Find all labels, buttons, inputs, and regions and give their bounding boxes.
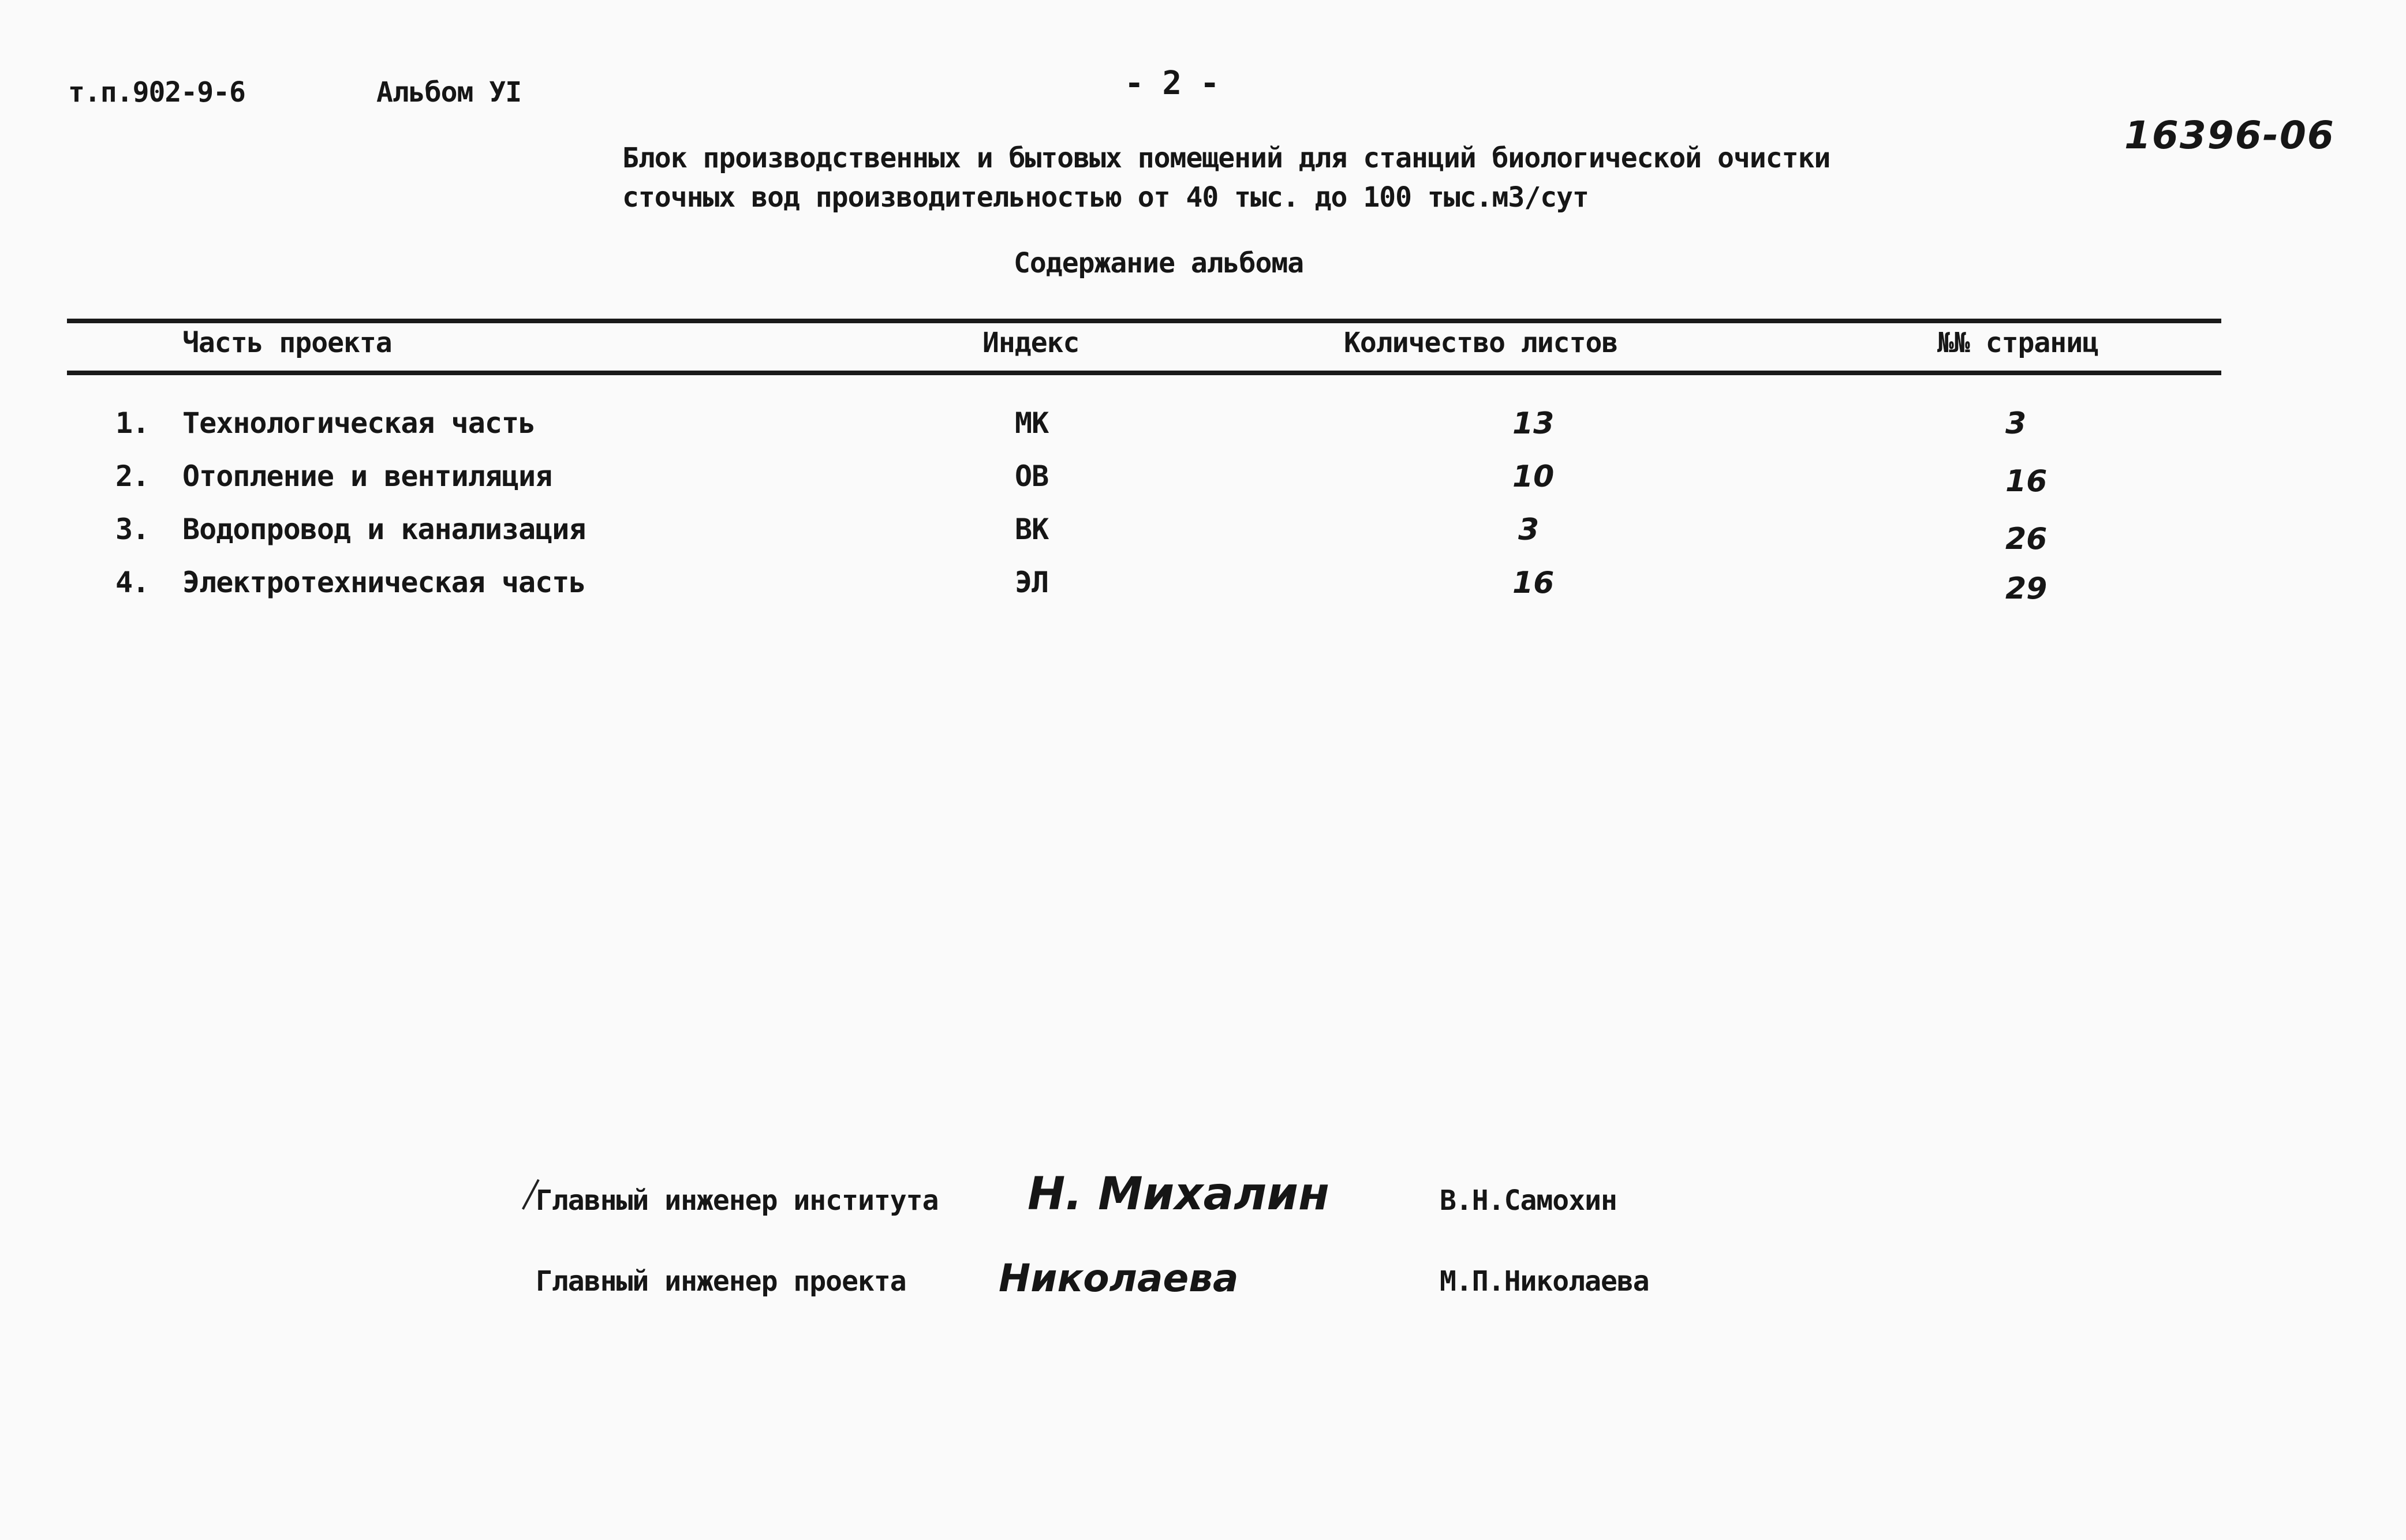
row-pages: 3 — [2005, 406, 2027, 441]
row-sheet-count: 3 — [1518, 513, 1540, 547]
page-number: - 2 - — [1124, 65, 1219, 102]
row-index: ОВ — [1015, 459, 1049, 493]
table-header-rule — [67, 371, 2221, 375]
row-index: ЭЛ — [1015, 566, 1049, 599]
handwritten-signature-2: Николаева — [999, 1256, 1239, 1300]
signatory-name-2: М.П.Николаева — [1440, 1265, 1649, 1298]
row-index: ВК — [1015, 513, 1049, 546]
row-sheet-count: 16 — [1512, 566, 1555, 600]
column-header-index: Индекс — [982, 327, 1079, 359]
album-label: Альбом УI — [376, 76, 522, 109]
row-number: 2. — [115, 459, 150, 493]
row-pages: 16 — [2005, 464, 2048, 499]
table-row — [0, 513, 2406, 565]
title-line-2: сточных вод производительностью от 40 тыс. до 100 тыс.м3/сут — [622, 181, 1589, 214]
row-number: 1. — [115, 406, 150, 440]
row-pages: 29 — [2005, 571, 2048, 606]
table-row — [0, 459, 2406, 511]
row-number: 4. — [115, 566, 150, 599]
row-part-name: Отопление и вентиляция — [182, 459, 552, 493]
row-part-name: Электротехническая часть — [182, 566, 586, 599]
column-header-sheets: Количество листов — [1344, 327, 1618, 359]
row-sheet-count: 13 — [1512, 406, 1555, 441]
table-row — [0, 406, 2406, 458]
contents-heading: Содержание альбома — [1014, 247, 1304, 279]
handwritten-signature-1: Н. Михалин — [1028, 1168, 1329, 1220]
column-header-part: Часть проекта — [182, 327, 392, 359]
signatory-name-1: В.Н.Самохин — [1440, 1184, 1617, 1217]
signatory-role-project: Главный инженер проекта — [536, 1265, 906, 1298]
row-part-name: Водопровод и канализация — [182, 513, 586, 546]
row-number: 3. — [115, 513, 150, 546]
table-row — [0, 566, 2406, 618]
column-header-pages: №№ страниц — [1937, 327, 2098, 359]
signatory-role-institute: Главный инженер института — [536, 1184, 939, 1217]
title-line-1: Блок производственных и бытовых помещений для станций биологической очистки — [622, 142, 1830, 174]
table-top-rule — [67, 319, 2221, 323]
document-code: т.п.902-9-6 — [68, 76, 245, 109]
row-part-name: Технологическая часть — [182, 406, 536, 440]
archive-number: 16396-06 — [2124, 113, 2335, 158]
row-pages: 26 — [2005, 522, 2048, 556]
row-sheet-count: 10 — [1512, 459, 1555, 494]
row-index: МК — [1015, 406, 1049, 440]
